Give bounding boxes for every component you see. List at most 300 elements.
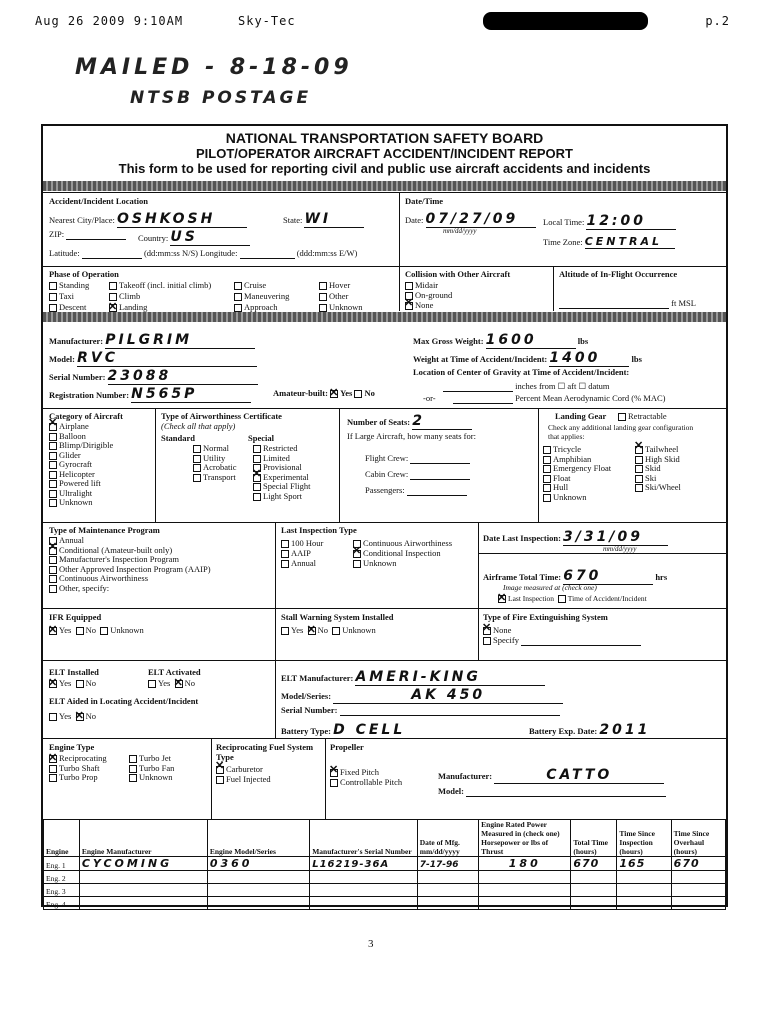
country-field[interactable] — [138, 229, 250, 246]
checkbox[interactable] — [49, 774, 57, 782]
elt-activated-no-checkbox[interactable] — [175, 680, 183, 688]
handwritten-postage-note: NTSB POSTAGE — [130, 88, 312, 108]
elt-mfr-value: AMERI-KING — [355, 669, 545, 686]
aircraft-section — [43, 324, 726, 406]
option-label: Cruise — [244, 280, 267, 290]
last-inspection-heading: Last Inspection Type — [281, 525, 357, 535]
option-label: Unknown — [363, 558, 397, 569]
category-heading: Category of Aircraft — [49, 411, 123, 421]
option-label: Carburetor — [226, 764, 263, 774]
insp-continuous[interactable] — [353, 538, 481, 548]
model-field[interactable] — [49, 350, 257, 367]
cg-inches-label: inches from ☐ aft ☐ datum — [515, 381, 610, 391]
option-label: Skid — [645, 463, 661, 473]
checkbox[interactable] — [49, 765, 57, 773]
checkbox[interactable] — [330, 779, 338, 787]
option-label: Unknown — [59, 497, 93, 507]
cell[interactable]: L16219-36A — [310, 857, 418, 871]
checkbox[interactable] — [49, 304, 57, 312]
gear-unknown[interactable] — [543, 493, 635, 503]
insp-conditional[interactable] — [353, 548, 481, 558]
checkbox-checked[interactable] — [330, 769, 338, 777]
model-value: RVC — [77, 350, 257, 367]
cell[interactable]: 165 — [617, 857, 671, 871]
table-row — [44, 871, 726, 884]
cell[interactable] — [617, 897, 671, 910]
city-value: OSHKOSH — [117, 211, 247, 228]
weight-field[interactable] — [413, 350, 642, 367]
cell[interactable] — [79, 871, 207, 884]
cell[interactable] — [79, 897, 207, 910]
cell[interactable] — [479, 884, 571, 897]
checkbox[interactable] — [234, 293, 242, 301]
checkbox[interactable] — [129, 774, 137, 782]
checkbox[interactable] — [543, 484, 551, 492]
checkbox[interactable] — [193, 464, 201, 472]
checkbox-checked[interactable] — [49, 755, 57, 763]
option-label: Airplane — [59, 421, 89, 431]
option-label: Float — [553, 472, 571, 483]
airframe-time-unit: hrs — [655, 572, 668, 582]
checkbox[interactable] — [543, 475, 551, 483]
altitude-heading: Altitude of In-Flight Occurrence — [559, 269, 678, 279]
cell[interactable] — [671, 884, 725, 897]
cell[interactable] — [310, 897, 418, 910]
option-label: Reciprocating — [59, 753, 107, 763]
insp-unknown[interactable] — [353, 558, 481, 568]
engine-unknown[interactable] — [129, 772, 209, 782]
cell[interactable]: 670 — [571, 857, 617, 871]
phase-climb[interactable] — [109, 291, 234, 301]
time-zone-label: Time Zone: — [543, 237, 583, 247]
checkbox[interactable] — [635, 456, 643, 464]
redaction-bar — [483, 12, 648, 30]
option-label: Turbo Jet — [139, 753, 172, 763]
stall-yes-checkbox[interactable] — [281, 627, 289, 635]
maint-other[interactable] — [49, 584, 211, 594]
option-label: No — [317, 625, 329, 635]
section-divider-band — [43, 181, 726, 191]
category-unknown[interactable] — [49, 498, 113, 508]
option-label: Continuous Airworthiness — [59, 573, 149, 583]
ifr-unknown-checkbox[interactable] — [100, 627, 108, 635]
checkbox-checked[interactable] — [635, 446, 643, 454]
option-label: Fuel Injected — [226, 773, 271, 784]
col-header: Engine Model/Series — [207, 820, 309, 857]
category-section — [43, 408, 726, 523]
model-label: Model: — [49, 354, 75, 364]
propeller-options — [330, 767, 402, 787]
altitude-field[interactable] — [559, 298, 696, 309]
option-label: Taxi — [59, 291, 74, 302]
option-label: Yes — [59, 625, 72, 635]
option-label: Last Inspection — [508, 594, 555, 603]
weight-value: 1400 — [549, 350, 629, 367]
option-label: Conditional Inspection — [363, 548, 441, 559]
checkbox-checked[interactable] — [216, 766, 224, 774]
special-label: Special — [248, 433, 274, 443]
cert-transport[interactable] — [193, 473, 237, 483]
manufacturer-label: Manufacturer: — [49, 336, 104, 346]
cell[interactable] — [671, 871, 725, 884]
checkbox[interactable] — [109, 282, 117, 290]
phase-other[interactable] — [319, 291, 389, 301]
checkbox[interactable] — [129, 755, 137, 763]
form-subtitle: PILOT/OPERATOR AIRCRAFT ACCIDENT/INCIDENT REPORT — [196, 146, 573, 161]
engine-type-section — [43, 738, 726, 819]
collision-options — [405, 280, 452, 310]
manufacturer-value: PILGRIM — [105, 332, 255, 349]
lon-label: Longitude: — [200, 248, 238, 258]
table-row — [44, 897, 726, 910]
local-time-value: 12:00 — [586, 213, 676, 230]
last-inspection-date-value: 3/31/09 — [563, 529, 668, 546]
lat-label: Latitude: — [49, 248, 80, 258]
cg-mac-field[interactable] — [453, 393, 666, 404]
option-label: Continuous Airworthiness — [363, 538, 453, 548]
option-label: Other, specify: — [59, 582, 110, 593]
option-label: No — [85, 711, 97, 721]
elt-battery-exp-field[interactable] — [529, 722, 659, 739]
elt-model-label: Model/Series: — [281, 691, 332, 701]
cert-light-sport[interactable] — [253, 492, 310, 502]
checkbox[interactable] — [216, 776, 224, 784]
latlon-field[interactable] — [49, 248, 357, 259]
phase-takeoff[interactable] — [109, 280, 234, 290]
gear-ski-wheel[interactable] — [635, 483, 727, 493]
registration-value: N565P — [131, 386, 251, 403]
checkbox[interactable] — [193, 474, 201, 482]
checkbox[interactable] — [193, 455, 201, 463]
option-label: Turbo Prop — [59, 772, 98, 782]
option-label: Blimp/Dirigible — [59, 440, 114, 450]
checkbox-checked[interactable] — [109, 304, 117, 312]
max-gross-weight-field[interactable] — [413, 332, 588, 349]
phase-standing[interactable] — [49, 280, 109, 290]
checkbox[interactable] — [281, 550, 289, 558]
option-label: Yes — [59, 711, 72, 721]
seats-value: 2 — [412, 413, 472, 430]
option-label: Special Flight — [263, 481, 311, 491]
option-label: Other Approved Inspection Program (AAIP) — [59, 563, 211, 574]
standard-options — [193, 444, 237, 482]
elt-model-field[interactable] — [281, 687, 563, 704]
checkbox[interactable] — [281, 560, 289, 568]
amateur-yes-checkbox[interactable] — [330, 390, 338, 398]
checkbox[interactable] — [49, 442, 57, 450]
amateur-no-checkbox[interactable] — [354, 390, 362, 398]
option-label: Powered lift — [59, 478, 101, 488]
cell[interactable] — [479, 871, 571, 884]
local-time-label: Local Time: — [543, 217, 585, 227]
cell[interactable] — [417, 871, 478, 884]
retractable-option[interactable] — [618, 411, 667, 421]
cg-inches-field[interactable] — [443, 381, 609, 392]
passengers-field[interactable] — [365, 485, 467, 496]
flight-crew-field[interactable] — [365, 453, 470, 464]
cell[interactable] — [207, 884, 309, 897]
registration-field[interactable] — [49, 386, 251, 403]
checkbox[interactable] — [635, 465, 643, 473]
state-field[interactable] — [283, 211, 364, 228]
airworthiness-hint: (Check all that apply) — [161, 421, 236, 431]
checkbox-checked[interactable] — [49, 547, 57, 555]
ifr-no-checkbox[interactable] — [76, 627, 84, 635]
checkbox[interactable] — [234, 304, 242, 312]
seats-field[interactable] — [347, 413, 472, 430]
checkbox[interactable] — [49, 566, 57, 574]
checkbox[interactable] — [49, 585, 57, 593]
phase-hover[interactable] — [319, 280, 389, 290]
option-label: Unknown — [342, 625, 376, 635]
insp-100-hour[interactable] — [281, 538, 353, 548]
cell[interactable]: 670 — [671, 857, 725, 871]
insp-annual[interactable] — [281, 558, 353, 568]
elt-aided-no-checkbox[interactable] — [76, 713, 84, 721]
elt-battery-label: Battery Type: — [281, 726, 331, 736]
fire-heading: Type of Fire Extinguishing System — [483, 612, 608, 622]
ifr-yes-checkbox[interactable] — [49, 627, 57, 635]
checkbox[interactable] — [319, 293, 327, 301]
checkbox-checked[interactable] — [253, 474, 261, 482]
engine-turbo-prop[interactable] — [49, 772, 129, 782]
phase-landing[interactable] — [109, 302, 234, 312]
elt-installed-options — [49, 678, 96, 688]
serial-value: 23088 — [108, 368, 258, 385]
fax-header — [35, 14, 730, 32]
elt-aided-options — [49, 711, 96, 721]
checkbox[interactable] — [635, 484, 643, 492]
option-label: Tricycle — [553, 444, 582, 454]
time-of-accident-checkbox[interactable] — [558, 595, 566, 603]
checkbox[interactable] — [543, 465, 551, 473]
checkbox[interactable] — [49, 480, 57, 488]
cell[interactable] — [310, 884, 418, 897]
fuel-injected[interactable] — [216, 775, 271, 785]
option-label: Descent — [59, 302, 87, 313]
insp-aaip[interactable] — [281, 548, 353, 558]
engine-table — [43, 819, 726, 910]
stall-unknown-checkbox[interactable] — [332, 627, 340, 635]
prop-mfr-field[interactable] — [438, 767, 664, 784]
option-label: AAIP — [291, 548, 311, 559]
fax-sender: Sky-Tec — [238, 14, 296, 28]
cell[interactable] — [79, 884, 207, 897]
option-label: Other — [329, 291, 349, 302]
phase-options — [49, 280, 389, 312]
cell[interactable] — [207, 871, 309, 884]
cell: Eng. 3 — [44, 884, 80, 897]
checkbox[interactable] — [49, 471, 57, 479]
cell: Eng. 1 — [44, 857, 80, 871]
checkbox[interactable] — [543, 494, 551, 502]
checkbox[interactable] — [543, 456, 551, 464]
date-field[interactable] — [405, 211, 536, 228]
checkbox[interactable] — [234, 282, 242, 290]
manufacturer-field[interactable] — [49, 332, 255, 349]
last-inspection-checkbox[interactable] — [498, 595, 506, 603]
option-label: Landing — [119, 302, 148, 313]
option-label: Hover — [329, 280, 351, 290]
option-label: Annual — [59, 535, 85, 545]
phase-cruise[interactable] — [234, 280, 319, 290]
checkbox[interactable] — [49, 575, 57, 583]
cell[interactable] — [571, 871, 617, 884]
engine-turbo-jet[interactable] — [129, 753, 209, 763]
mgw-unit: lbs — [577, 336, 589, 346]
elt-activated-label: ELT Activated — [148, 667, 201, 677]
elt-aided-label: ELT Aided in Locating Accident/Incident — [49, 696, 199, 706]
checkbox[interactable] — [49, 433, 57, 441]
seats-label: Number of Seats: — [347, 417, 411, 427]
checkbox[interactable] — [405, 282, 413, 290]
table-row — [44, 884, 726, 897]
cabin-crew-field[interactable] — [365, 469, 470, 480]
elt-activated-options — [148, 678, 195, 688]
cell[interactable]: 7-17-96 — [417, 857, 478, 871]
checkbox[interactable] — [49, 490, 57, 498]
time-zone-value: CENTRAL — [585, 235, 675, 249]
local-time-field[interactable] — [543, 213, 676, 230]
location-section — [43, 192, 726, 267]
checkbox[interactable] — [253, 483, 261, 491]
datetime-heading: Date/Time — [405, 196, 444, 206]
cell[interactable]: CYCOMING — [79, 857, 207, 871]
checkbox[interactable] — [193, 445, 201, 453]
elt-battery-field[interactable] — [281, 722, 483, 739]
elt-battery-exp-value: 2011 — [599, 722, 659, 739]
fire-specify[interactable] — [483, 635, 641, 646]
cell[interactable]: 180 — [479, 857, 571, 871]
checkbox[interactable] — [49, 461, 57, 469]
cell[interactable] — [571, 884, 617, 897]
engine-turbo-shaft[interactable] — [49, 763, 129, 773]
elt-activated-yes-checkbox[interactable] — [148, 680, 156, 688]
time-zone-field[interactable] — [543, 235, 675, 249]
fire-none[interactable] — [483, 625, 641, 635]
cell[interactable] — [417, 884, 478, 897]
cell[interactable] — [617, 884, 671, 897]
elt-serial-field[interactable] — [281, 705, 560, 716]
page-number: 3 — [368, 938, 374, 950]
option-label: No — [85, 678, 97, 688]
checkbox[interactable] — [129, 765, 137, 773]
checkbox[interactable] — [253, 445, 261, 453]
col-header: Manufacturer's Serial Number — [310, 820, 418, 857]
cabin-crew-label: Cabin Crew: — [365, 469, 409, 479]
checkbox[interactable] — [49, 282, 57, 290]
elt-battery-value: D CELL — [333, 722, 483, 739]
cell[interactable] — [417, 897, 478, 910]
checkbox[interactable] — [49, 452, 57, 460]
prop-fixed-pitch[interactable] — [330, 767, 402, 777]
checkbox[interactable] — [635, 475, 643, 483]
form-header — [43, 126, 726, 176]
maintenance-options — [49, 536, 211, 593]
engine-reciprocating[interactable] — [49, 753, 129, 763]
report-form — [41, 124, 728, 907]
phase-descent[interactable] — [49, 302, 109, 312]
phase-taxi[interactable] — [49, 291, 109, 301]
checkbox[interactable] — [483, 637, 491, 645]
checkbox[interactable] — [319, 282, 327, 290]
elt-mfr-field[interactable] — [281, 669, 545, 686]
checkbox-checked[interactable] — [483, 627, 491, 635]
cell[interactable] — [671, 897, 725, 910]
option-label: Time of Accident/Incident — [567, 594, 647, 603]
elt-section — [43, 660, 726, 739]
last-inspection-date-label: Date Last Inspection: — [483, 533, 561, 543]
checkbox[interactable] — [281, 540, 289, 548]
city-field[interactable] — [49, 211, 247, 228]
cell[interactable] — [310, 871, 418, 884]
mgw-label: Max Gross Weight: — [413, 336, 484, 346]
lon-hint: (ddd:mm:ss E/W) — [296, 248, 358, 258]
checkbox[interactable] — [49, 556, 57, 564]
collision-midair[interactable] — [405, 280, 452, 290]
option-label: Unknown — [110, 625, 144, 635]
airframe-measured-options — [498, 594, 647, 603]
checkbox[interactable] — [49, 499, 57, 507]
option-label: Experimental — [263, 471, 309, 482]
cell[interactable] — [617, 871, 671, 884]
airframe-time-value: 670 — [563, 568, 653, 585]
checkbox[interactable] — [618, 413, 626, 421]
cell[interactable]: 0360 — [207, 857, 309, 871]
elt-installed-no-checkbox[interactable] — [76, 680, 84, 688]
option-label: No — [184, 678, 196, 688]
zip-field[interactable] — [49, 229, 126, 240]
checkbox-checked[interactable] — [405, 302, 413, 310]
prop-model-field[interactable] — [438, 786, 666, 797]
location-heading: Accident/Incident Location — [49, 196, 148, 206]
checkbox-checked[interactable] — [353, 550, 361, 558]
engine-turbo-fan[interactable] — [129, 763, 209, 773]
option-label: Provisional — [263, 462, 302, 472]
checkbox[interactable] — [319, 304, 327, 312]
cell[interactable] — [571, 897, 617, 910]
option-label: Fixed Pitch — [340, 767, 379, 777]
serial-field[interactable] — [49, 368, 258, 385]
cell[interactable] — [207, 897, 309, 910]
last-inspection-date-field[interactable] — [483, 529, 668, 546]
stall-no-checkbox[interactable] — [308, 627, 316, 635]
checkbox[interactable] — [253, 455, 261, 463]
checkbox[interactable] — [353, 560, 361, 568]
phase-approach[interactable] — [234, 302, 319, 312]
phase-maneuvering[interactable] — [234, 291, 319, 301]
elt-aided-yes-checkbox[interactable] — [49, 713, 57, 721]
cell[interactable] — [479, 897, 571, 910]
checkbox[interactable] — [49, 293, 57, 301]
col-header: Total Time (hours) — [571, 820, 617, 857]
col-header: Engine Manufacturer — [79, 820, 207, 857]
option-label: Annual — [291, 558, 317, 569]
checkbox[interactable] — [253, 493, 261, 501]
collision-none[interactable] — [405, 300, 452, 310]
phase-unknown[interactable] — [319, 302, 389, 312]
handwritten-mailed-note: MAILED - 8-18-09 — [75, 55, 353, 80]
option-label: Unknown — [329, 302, 363, 313]
col-header: Date of Mfg. mm/dd/yyyy — [417, 820, 478, 857]
checkbox-checked[interactable] — [49, 423, 57, 431]
checkbox[interactable] — [543, 446, 551, 454]
prop-controllable[interactable] — [330, 777, 402, 787]
large-aircraft-label: If Large Aircraft, how many seats for: — [347, 431, 476, 441]
option-label: High Skid — [645, 453, 680, 464]
elt-installed-yes-checkbox[interactable] — [49, 680, 57, 688]
ifr-heading: IFR Equipped — [49, 612, 102, 622]
